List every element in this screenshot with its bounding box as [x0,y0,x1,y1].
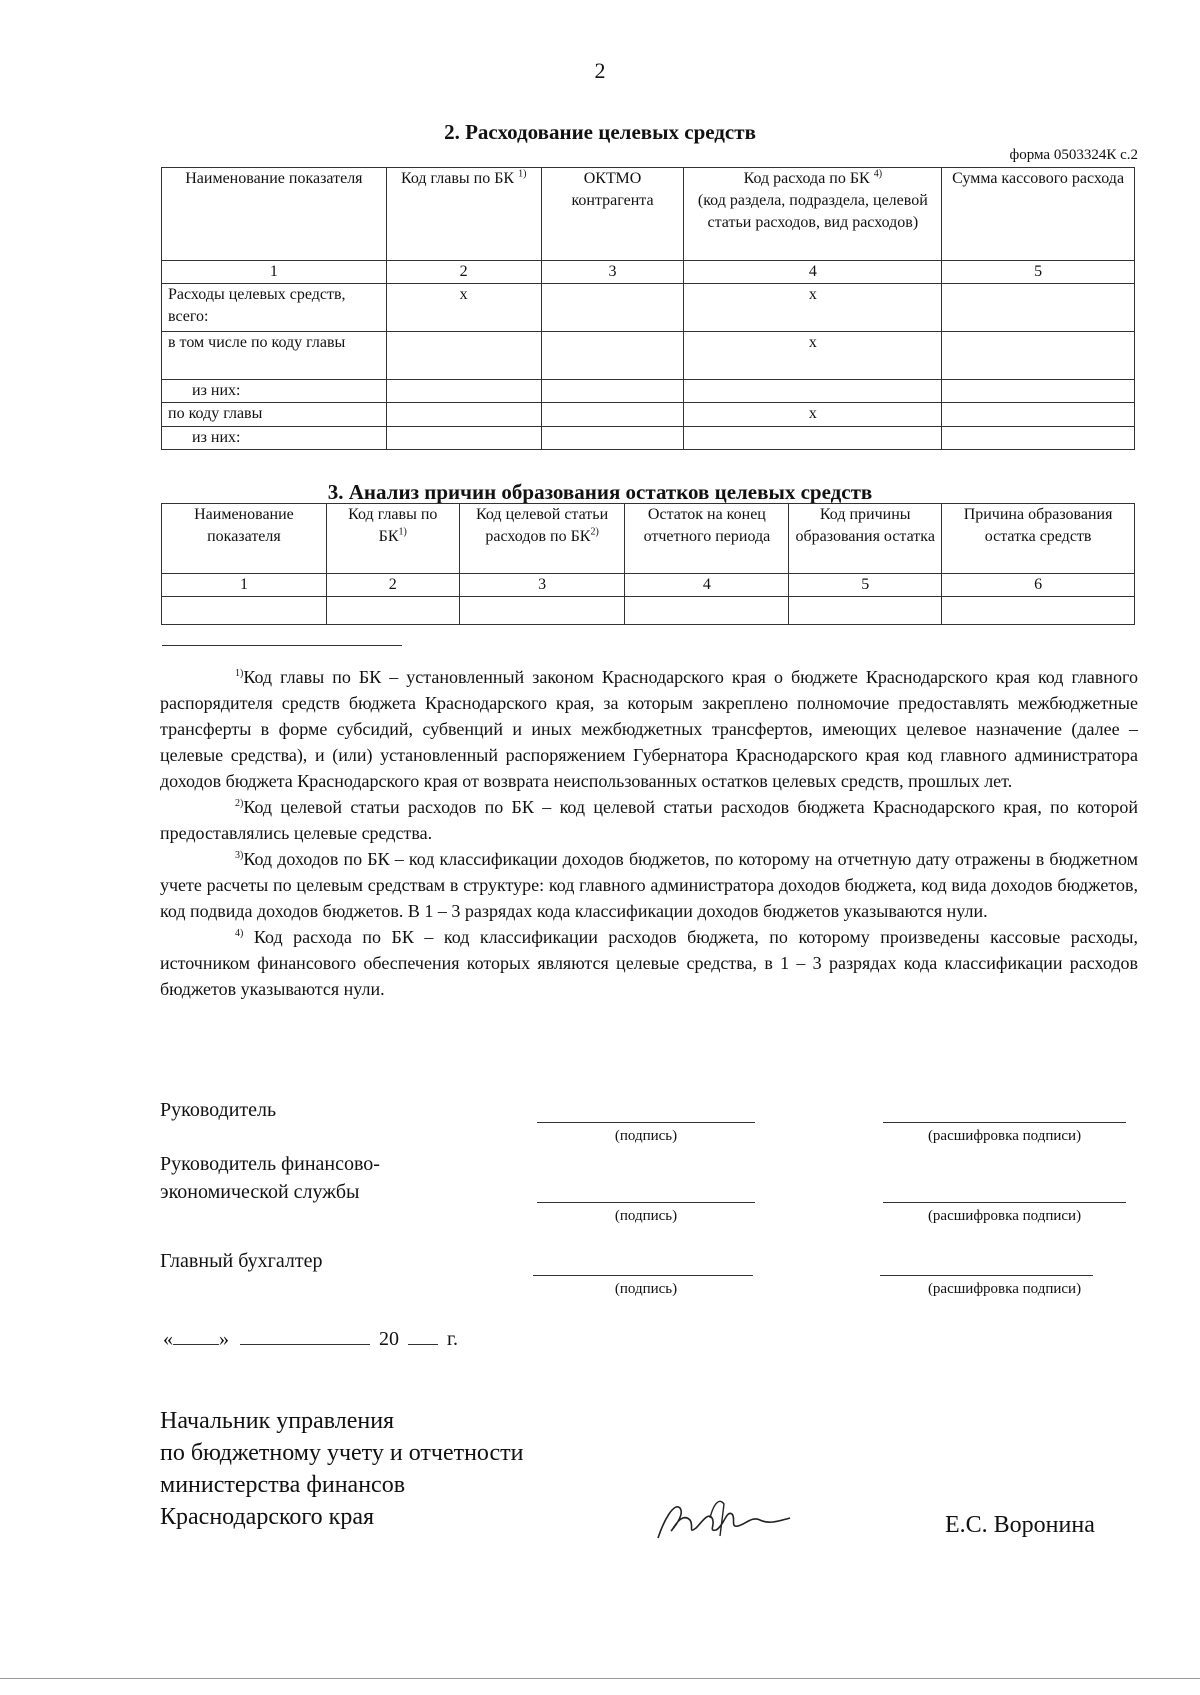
header-indicator: Наименование показателя [162,504,327,574]
footnote-separator [162,645,402,646]
chief-accountant-label: Главный бухгалтер [160,1250,323,1272]
form-code: форма 0503324К с.2 [1009,147,1138,163]
footnote-4: $^{4)}$ Код расхода по БК – код классификации расходов бюджета, по которому произведены кассовые расходы, источником финансового обеспечения которых являются целевые средства, в 1 – 3 разрядах кода классификации расходов бюджетов указываются нули. [160,927,1138,999]
finance-head-label: Руководитель финансово- экономической службы [160,1153,380,1203]
finance-decode-line [883,1202,1126,1203]
header-cash-sum: Сумма кассового расхода [942,168,1135,261]
header-oktmo: ОКТМО контрагента [541,168,684,261]
chief-name: Е.С. Воронина [945,1512,1095,1538]
chief-position: Начальник управления по бюджетному учету и отчетности министерства финансов Краснодарского края [160,1408,524,1530]
accountant-signature-line [533,1275,753,1276]
header-expense-code: Код расхода по БК $^{4)}$ (код раздела, подраздела, целевой статьи расходов, вид расходов) [684,168,942,261]
section-2-title: 2. Расходование целевых средств [444,120,756,144]
footnote-2: $^{2)}$Код целевой статьи расходов по БК – код целевой статьи расходов бюджета Краснодарского края, по которой предоставлялись целевые средства. [160,797,1138,843]
column-numbers-row: 1 2 3 4 5 6 [162,574,1135,597]
head-label: Руководитель [160,1099,277,1121]
column-numbers-row: 1 2 3 4 5 [162,261,1135,284]
remainders-table [161,503,1135,625]
decode-caption: (расшифровка подписи) [927,1281,1082,1297]
table-row: из них: [162,380,1135,403]
header-reason-code: Код причины образования остатка [789,504,942,574]
finance-signature-line [537,1202,755,1203]
accountant-decode-line [880,1275,1093,1276]
head-signature-line [537,1122,755,1123]
section-3-title: 3. Анализ причин образования остатков целевых средств [327,480,873,504]
decode-caption: (расшифровка подписи) [927,1128,1082,1144]
header-remainder: Остаток на конец отчетного периода [625,504,789,574]
table-row: по коду главы х [162,403,1135,427]
sign-caption: (подпись) [614,1281,678,1297]
header-indicator: Наименование показателя [162,168,387,261]
header-target-item-code: Код целевой статьи расходов по БК$^{2)}$ [459,504,625,574]
head-decode-line [883,1122,1126,1123]
page-edge [0,1678,1200,1679]
expenditure-table [161,167,1135,450]
footnote-1: $^{1)}$Код главы по БК – установленный законом Краснодарского края о бюджете Краснодарского края код главного распорядителя средств бюджета Краснодарского края, за которым закреплено полномочие предоставлять межбюджетные трансферты в форме субсидий, субвенций и иных межбюджетных трансфертов, имеющих целевое назначение (далее – целевые средства), и (или) установленный распоряжением Губернатора Краснодарского края код главного администратора доходов бюджета Краснодарского края от возврата неиспользованных остатков целевых средств, прошлых лет. [160,667,1138,791]
table-row [162,597,1135,625]
footnote-3: $^{3)}$Код доходов по БК – код классификации доходов бюджетов, по которому на отчетную дату отражены в бюджетном учете расчеты по целевым средствам в структуре: код главного администратора доходов бюджета, код вида доходов бюджетов, код подвида доходов бюджетов. В 1 – 3 разрядах кода классификации доходов бюджетов указываются нули. [160,849,1138,921]
header-chapter-code: Код главы по БК $^{1)}$ [386,168,541,261]
sign-caption: (подпись) [614,1208,678,1224]
decode-caption: (расшифровка подписи) [927,1208,1082,1224]
page-number: 2 [594,58,606,83]
header-reason: Причина образования остатка средств [942,504,1135,574]
sign-caption: (подпись) [614,1128,678,1144]
table-row: в том числе по коду главы х [162,332,1135,380]
header-chapter-code: Код главы по БК$^{1)}$ [326,504,459,574]
table-row: из них: [162,427,1135,450]
table-row: Расходы целевых средств, всего: х х [162,284,1135,332]
handwritten-signature [650,1490,820,1550]
footnotes [160,664,1138,1002]
date-field: « » 20 г. [163,1324,458,1351]
